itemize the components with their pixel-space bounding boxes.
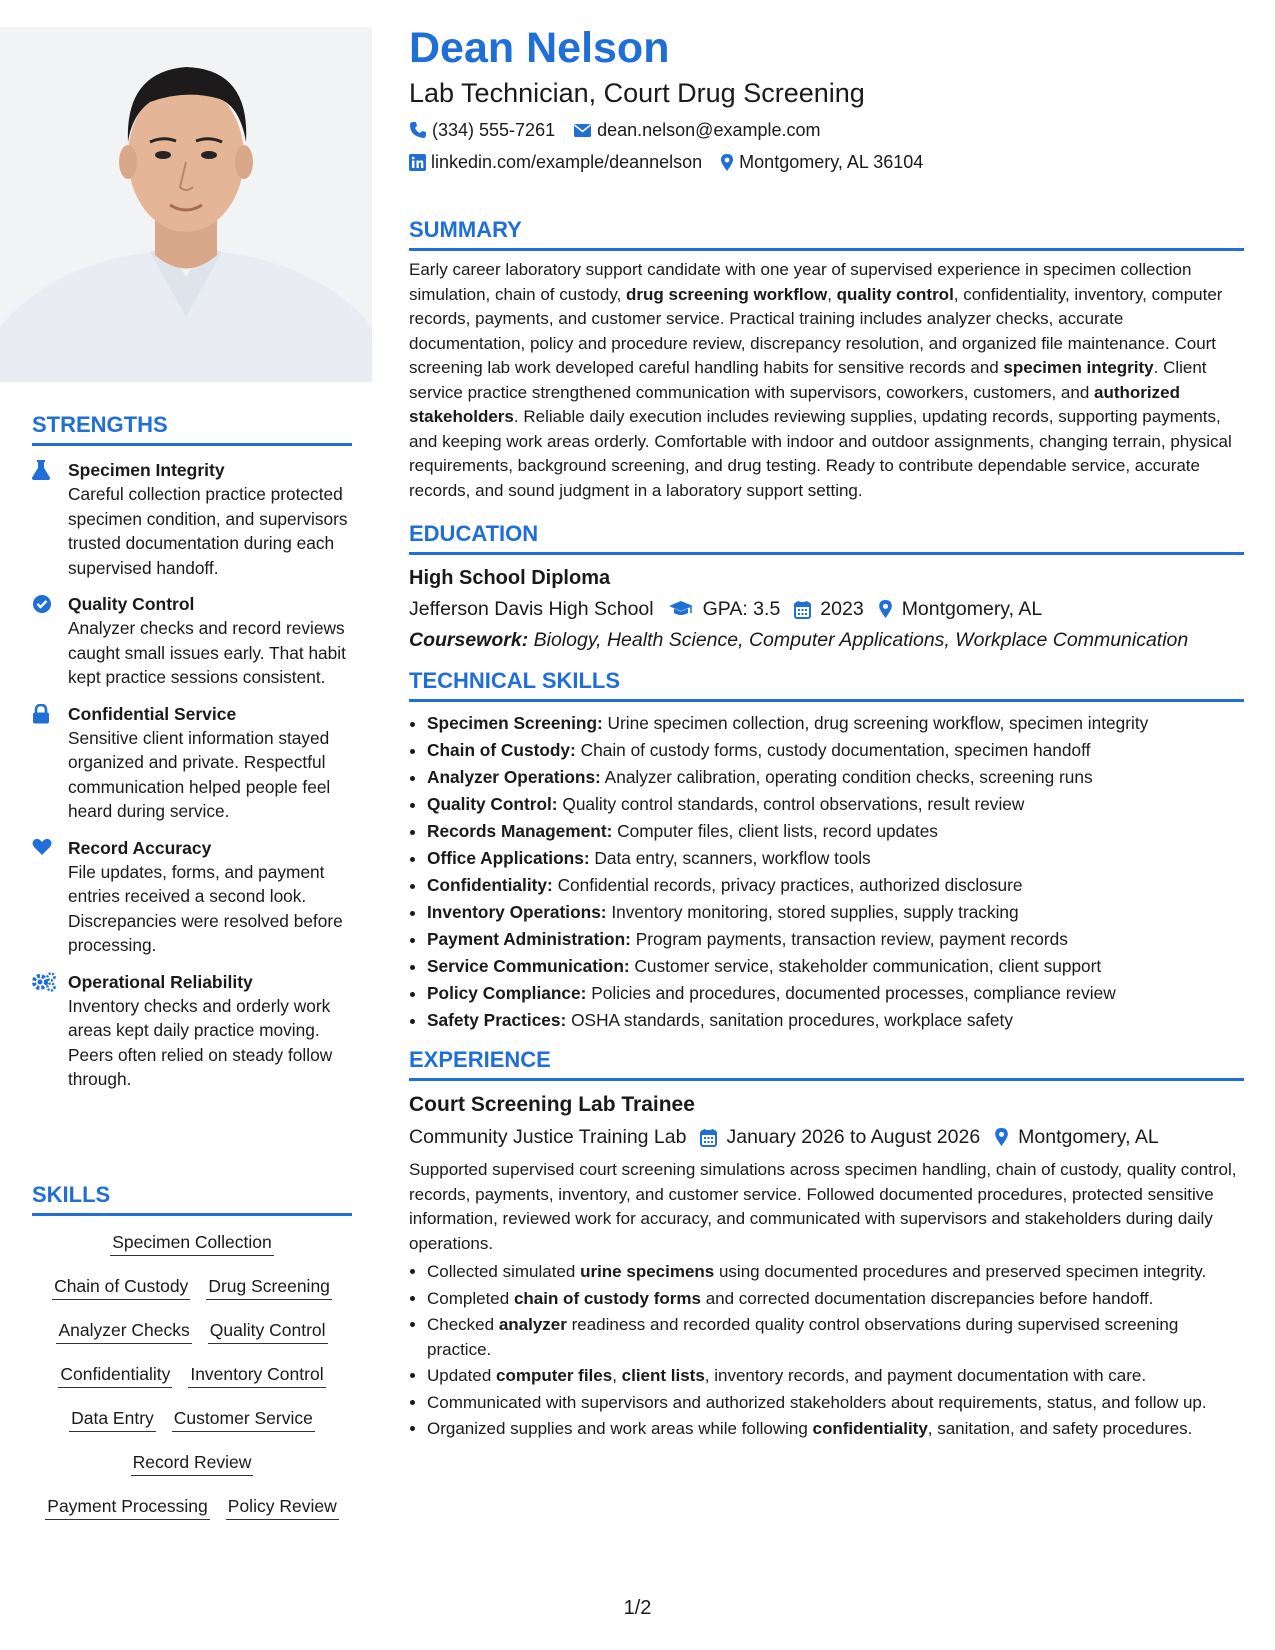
check-circle-icon	[32, 592, 68, 690]
calendar-icon	[794, 600, 811, 619]
skills-heading: SKILLS	[32, 1181, 352, 1216]
strength-title: Quality Control	[68, 594, 195, 614]
calendar-icon	[700, 1128, 717, 1147]
skill-tag: Analyzer Checks	[56, 1318, 191, 1344]
list-item: • Checked analyzer readiness and recorded quality control observations during supervised screening practice.	[427, 1313, 1244, 1362]
graduation-cap-icon	[668, 600, 694, 618]
job-dates: January 2026 to August 2026	[726, 1126, 981, 1148]
skill-tag: Quality Control	[208, 1318, 328, 1344]
company-name: Community Justice Training Lab	[409, 1126, 687, 1148]
job-description: Supported supervised court screening simulations across specimen handling, chain of custody, quality control, records, payments, inventory, and customer service. Followed documented procedures, protected sensitive information, reviewed work for accuracy, and communicated with supervisors and stakeholders during daily operations.	[409, 1160, 1237, 1253]
skill-tag: Drug Screening	[206, 1274, 332, 1300]
list-item: • Chain of Custody: Chain of custody forms, custody documentation, specimen handoff	[427, 737, 1244, 764]
list-item: • Analyzer Operations: Analyzer calibration, operating condition checks, screening runs	[427, 764, 1244, 791]
map-pin-icon	[720, 153, 734, 172]
skill-row	[32, 1406, 352, 1432]
email-contact[interactable]	[573, 118, 820, 142]
location-contact	[720, 150, 923, 174]
phone-contact[interactable]	[409, 118, 555, 142]
list-item: • Confidentiality: Confidential records, privacy practices, authorized disclosure	[427, 872, 1244, 899]
gpa: GPA: 3.5	[702, 598, 781, 620]
strength-text: Analyzer checks and record reviews caught small issues early. That habit kept practice sessions consistent.	[68, 618, 346, 687]
skill-row	[32, 1318, 352, 1344]
linkedin-icon	[409, 154, 426, 171]
list-item: • Office Applications: Data entry, scanners, workflow tools	[427, 845, 1244, 872]
list-item: • Safety Practices: OSHA standards, sanitation procedures, workplace safety	[427, 1007, 1244, 1034]
list-item: • Updated computer files, client lists, inventory records, and payment documentation with care.	[427, 1364, 1244, 1389]
list-item: • Organized supplies and work areas while following confidentiality, sanitation, and safety procedures.	[427, 1417, 1244, 1442]
list-item: • Collected simulated urine specimens using documented procedures and preserved specimen integrity.	[427, 1260, 1244, 1285]
contact-row	[409, 118, 1244, 142]
strength-title: Operational Reliability	[68, 971, 253, 992]
list-item: • Payment Administration: Program payments, transaction review, payment records	[427, 926, 1244, 953]
right-column	[409, 22, 1244, 1444]
coursework: Coursework: Biology, Health Science, Computer Applications, Workplace Communication	[409, 629, 1189, 651]
list-item: • Service Communication: Customer service, stakeholder communication, client support	[427, 953, 1244, 980]
degree: High School Diploma	[409, 567, 611, 589]
linkedin-contact[interactable]	[409, 150, 702, 174]
strength-title: Specimen Integrity	[68, 460, 225, 480]
flask-icon	[32, 458, 68, 580]
skill-row	[32, 1450, 352, 1476]
summary-section	[409, 216, 1244, 503]
strengths-heading: STRENGTHS	[32, 411, 352, 446]
page-number: 1/2	[623, 1597, 652, 1619]
profile-photo	[0, 27, 372, 382]
linkedin-text: linkedin.com/example/deannelson	[431, 152, 703, 172]
phone-text: (334) 555-7261	[432, 120, 556, 140]
education-details	[409, 595, 1244, 623]
skill-tag: Specimen Collection	[110, 1230, 274, 1256]
skill-tag: Policy Review	[226, 1494, 339, 1520]
graduation-year: 2023	[820, 598, 864, 620]
strength-item	[32, 592, 352, 690]
skill-row	[32, 1230, 352, 1256]
strength-item	[32, 970, 352, 1092]
summary-text: Early career laboratory support candidate with one year of supervised experience in specimen collection simulation, chain of custody, drug screening workflow, quality control, confidentiality, inventory, computer records, payments, and customer service. Practical training includes analyzer checks, accurate documentation, policy and procedure review, discrepancy resolution, and organized file maintenance. Court screening lab work developed careful handling habits for sensitive records and specimen integrity. Client service practice strengthened communication with supervisors, coworkers, customers, and authorized stakeholders. Reliable daily execution includes reviewing supplies, updating records, supporting payments, and keeping work areas orderly. Comfortable with indoor and outdoor assignments, changing terrain, physical requirements, background screening, and drug testing. Ready to contribute dependable service, accurate records, and sound judgment in a laboratory support setting.	[409, 260, 1232, 500]
skill-row	[32, 1274, 352, 1300]
strength-text: File updates, forms, and payment entries received a second look. Discrepancies were resolved before processing.	[68, 861, 343, 955]
list-item: • Policy Compliance: Policies and procedures, documented processes, compliance review	[427, 980, 1244, 1007]
strength-item	[32, 702, 352, 824]
school-name: Jefferson Davis High School	[409, 598, 654, 620]
skill-tag: Payment Processing	[45, 1494, 210, 1520]
education-section	[409, 520, 1244, 655]
lock-icon	[32, 702, 68, 824]
job-title-heading: Lab Technician, Court Drug Screening	[409, 78, 865, 108]
phone-icon	[409, 121, 427, 139]
strength-title: Record Accuracy	[68, 837, 212, 858]
skill-row	[32, 1494, 352, 1520]
strength-text: Careful collection practice protected specimen condition, and supervisors trusted documentation during each supervised handoff.	[68, 484, 348, 578]
map-pin-icon	[878, 599, 893, 619]
list-item: • Inventory Operations: Inventory monitoring, stored supplies, supply tracking	[427, 899, 1244, 926]
email-text: dean.nelson@example.com	[597, 120, 821, 140]
list-item: • Communicated with supervisors and authorized stakeholders about requirements, status, and follow up.	[427, 1391, 1244, 1416]
strength-item	[32, 458, 352, 580]
skill-tag: Inventory Control	[188, 1362, 325, 1388]
skill-tag: Chain of Custody	[52, 1274, 190, 1300]
job-details	[409, 1123, 1244, 1151]
strength-item	[32, 836, 352, 958]
education-heading: EDUCATION	[409, 520, 1244, 555]
location-text: Montgomery, AL 36104	[739, 152, 924, 172]
skill-row	[32, 1362, 352, 1388]
technical-skills-section	[409, 667, 1244, 1034]
strength-text: Inventory checks and orderly work areas kept daily practice moving. Peers often relied on steady follow through.	[68, 995, 333, 1089]
heart-icon	[32, 836, 68, 958]
experience-heading: EXPERIENCE	[409, 1046, 1244, 1081]
school-location: Montgomery, AL	[901, 598, 1043, 620]
job-location: Montgomery, AL	[1018, 1126, 1159, 1148]
contact-row	[409, 150, 1244, 174]
skill-tag: Customer Service	[172, 1406, 315, 1432]
list-item: • Quality Control: Quality control standards, control observations, result review	[427, 791, 1244, 818]
skill-tag: Confidentiality	[58, 1362, 172, 1388]
candidate-name: Dean Nelson	[409, 24, 670, 72]
skills-section	[32, 1181, 352, 1520]
technical-skills-list	[409, 710, 1244, 1034]
skill-tag: Record Review	[131, 1450, 254, 1476]
strengths-section	[32, 411, 352, 1092]
list-item: • Records Management: Computer files, client lists, record updates	[427, 818, 1244, 845]
experience-bullets	[409, 1260, 1244, 1442]
gears-icon	[32, 970, 68, 1092]
job-title: Court Screening Lab Trainee	[409, 1093, 695, 1116]
list-item: • Completed chain of custody forms and corrected documentation discrepancies before handoff.	[427, 1287, 1244, 1312]
skill-tag: Data Entry	[69, 1406, 156, 1432]
strength-text: Sensitive client information stayed organized and private. Respectful communication helped people feel heard during service.	[68, 727, 331, 821]
summary-heading: SUMMARY	[409, 216, 1244, 251]
experience-section	[409, 1046, 1244, 1442]
list-item: • Specimen Screening: Urine specimen collection, drug screening workflow, specimen integrity	[427, 710, 1244, 737]
envelope-icon	[573, 123, 592, 138]
technical-skills-heading: TECHNICAL SKILLS	[409, 667, 1244, 702]
strength-title: Confidential Service	[68, 703, 237, 724]
map-pin-icon	[994, 1127, 1009, 1147]
